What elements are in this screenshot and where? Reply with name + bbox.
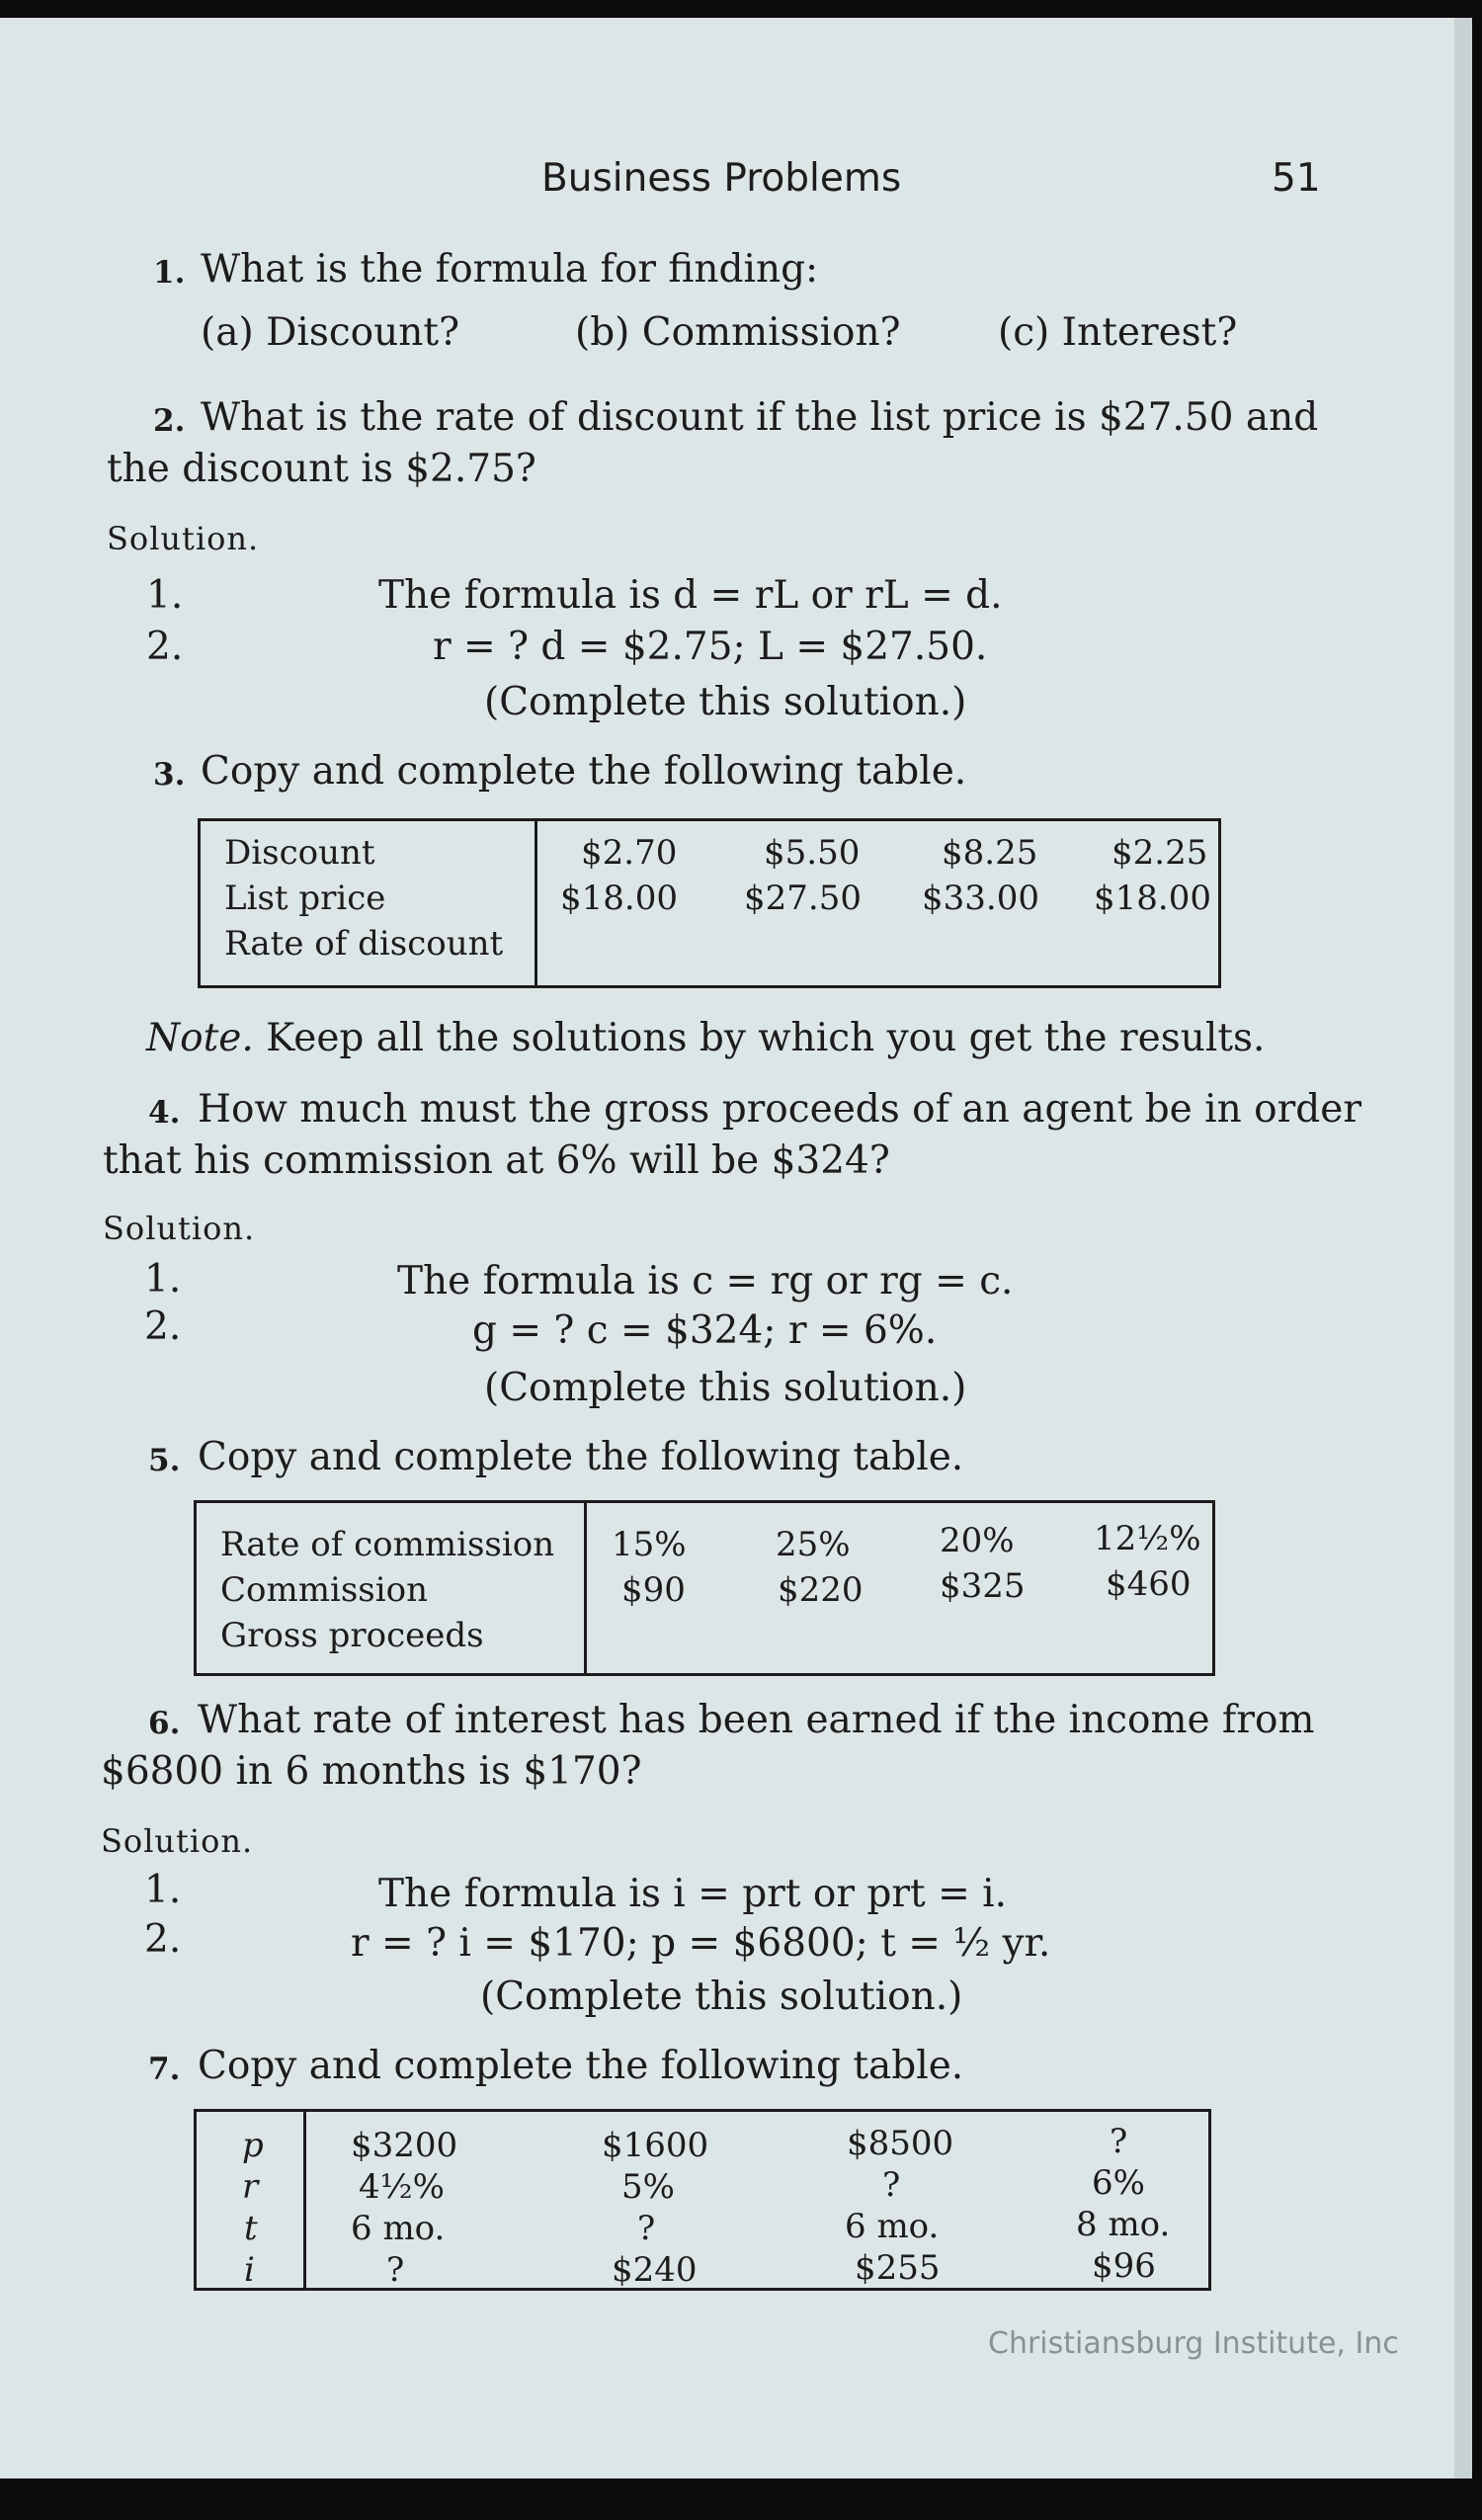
table-cell: $3200: [351, 2126, 458, 2165]
question-number: 5.: [148, 1443, 181, 1478]
interest-table: [194, 2109, 1211, 2291]
question-text-line1: What rate of interest has been earned if the income from: [198, 1698, 1315, 1742]
table-label: Discount: [224, 833, 375, 873]
table-cell: $255: [855, 2248, 941, 2288]
step-number: 2.: [144, 1917, 182, 1962]
solution-formula: The formula is d = rL or rL = d.: [378, 573, 1003, 618]
step-number: 2.: [144, 1304, 182, 1349]
table-cell: $8.25: [942, 833, 1038, 873]
table-cell: $18.00: [1094, 879, 1211, 918]
complete-instruction: (Complete this solution.): [484, 1366, 967, 1410]
solution-label: Solution.: [101, 1822, 254, 1860]
question-number: 2.: [153, 403, 186, 439]
question-text: What is the formula for finding:: [201, 247, 819, 292]
table-label: p: [242, 2126, 264, 2165]
table-label: List price: [224, 879, 386, 918]
question-text-line2: that his commission at 6% will be $324?: [103, 1138, 890, 1183]
table-label: Gross proceeds: [220, 1616, 484, 1655]
table-cell: $18.00: [560, 879, 678, 918]
question-text-line1: What is the rate of discount if the list price is $27.50 and: [201, 395, 1319, 440]
question-number: 7.: [148, 2052, 181, 2087]
table-cell: $96: [1092, 2246, 1156, 2286]
table-cell: 15%: [612, 1525, 687, 1564]
question-text-line2: the discount is $2.75?: [107, 447, 536, 491]
solution-label: Solution.: [103, 1210, 256, 1247]
table-cell: 5%: [621, 2167, 675, 2207]
table-cell: $2.25: [1112, 833, 1208, 873]
question-text-line2: $6800 in 6 months is $170?: [101, 1749, 642, 1794]
solution-values: r = ? i = $170; p = $6800; t = ½ yr.: [351, 1921, 1051, 1966]
watermark: Christiansburg Institute, Inc: [988, 2326, 1399, 2361]
question-number: 1.: [153, 255, 186, 291]
table-cell: $90: [621, 1570, 686, 1610]
table-cell: $240: [612, 2250, 698, 2290]
question-text: Copy and complete the following table.: [198, 2044, 964, 2088]
step-number: 1.: [144, 1257, 182, 1302]
complete-instruction: (Complete this solution.): [480, 1974, 963, 2019]
question-number: 4.: [148, 1095, 181, 1131]
question-text-line1: How much must the gross proceeds of an agent be in order: [198, 1087, 1361, 1132]
question-option-c: (c) Interest?: [998, 310, 1238, 355]
table-cell: 12½%: [1094, 1519, 1201, 1558]
table-label: r: [242, 2167, 259, 2207]
note-text: Keep all the solutions by which you get the results.: [266, 1016, 1266, 1060]
table-cell: $5.50: [764, 833, 861, 873]
table-cell: 20%: [940, 1521, 1015, 1560]
solution-values: g = ? c = $324; r = 6%.: [472, 1308, 938, 1353]
table-cell: 6 mo.: [351, 2209, 446, 2248]
question-option-a: (a) Discount?: [201, 310, 459, 355]
page-number: 51: [1272, 156, 1321, 201]
discount-table: [198, 818, 1221, 988]
step-number: 1.: [144, 1868, 182, 1912]
table-cell: ?: [1110, 2122, 1128, 2161]
solution-formula: The formula is c = rg or rg = c.: [397, 1259, 1014, 1303]
solution-formula: The formula is i = prt or prt = i.: [378, 1872, 1008, 1916]
note-label: Note.: [146, 1016, 254, 1060]
question-number: 3.: [153, 757, 186, 793]
complete-instruction: (Complete this solution.): [484, 680, 967, 724]
note: [146, 1016, 1265, 1060]
page-edge-shadow: [1454, 18, 1472, 2478]
book-page: [0, 18, 1472, 2478]
table-label: Commission: [220, 1570, 428, 1610]
table-cell: $325: [940, 1566, 1026, 1606]
table-cell: $8500: [847, 2124, 954, 2163]
running-header-title: Business Problems: [541, 156, 902, 201]
table-cell: 8 mo.: [1076, 2205, 1171, 2244]
commission-table: [194, 1500, 1215, 1676]
table-label: t: [244, 2209, 258, 2248]
table-cell: 6 mo.: [845, 2207, 940, 2246]
question-text: Copy and complete the following table.: [198, 1435, 964, 1479]
table-cell: 25%: [776, 1525, 851, 1564]
table-label: Rate of commission: [220, 1525, 555, 1564]
step-number: 1.: [146, 573, 184, 618]
table-cell: $1600: [602, 2126, 709, 2165]
table-cell: $220: [778, 1570, 864, 1610]
table-cell: ?: [882, 2165, 901, 2205]
question-text: Copy and complete the following table.: [201, 749, 967, 794]
table-cell: 4½%: [359, 2167, 445, 2207]
table-cell: $33.00: [922, 879, 1039, 918]
question-number: 6.: [148, 1706, 181, 1741]
question-option-b: (b) Commission?: [575, 310, 901, 355]
table-cell: $2.70: [581, 833, 678, 873]
table-cell: 6%: [1092, 2163, 1145, 2203]
table-cell: $27.50: [744, 879, 862, 918]
step-number: 2.: [146, 625, 184, 669]
table-label: i: [244, 2250, 255, 2290]
solution-values: r = ? d = $2.75; L = $27.50.: [433, 625, 988, 669]
solution-label: Solution.: [107, 520, 260, 557]
table-label: Rate of discount: [224, 924, 504, 964]
dark-background: [0, 2478, 1482, 2520]
table-cell: ?: [386, 2250, 405, 2290]
table-cell: ?: [637, 2209, 656, 2248]
table-cell: $460: [1106, 1564, 1192, 1604]
